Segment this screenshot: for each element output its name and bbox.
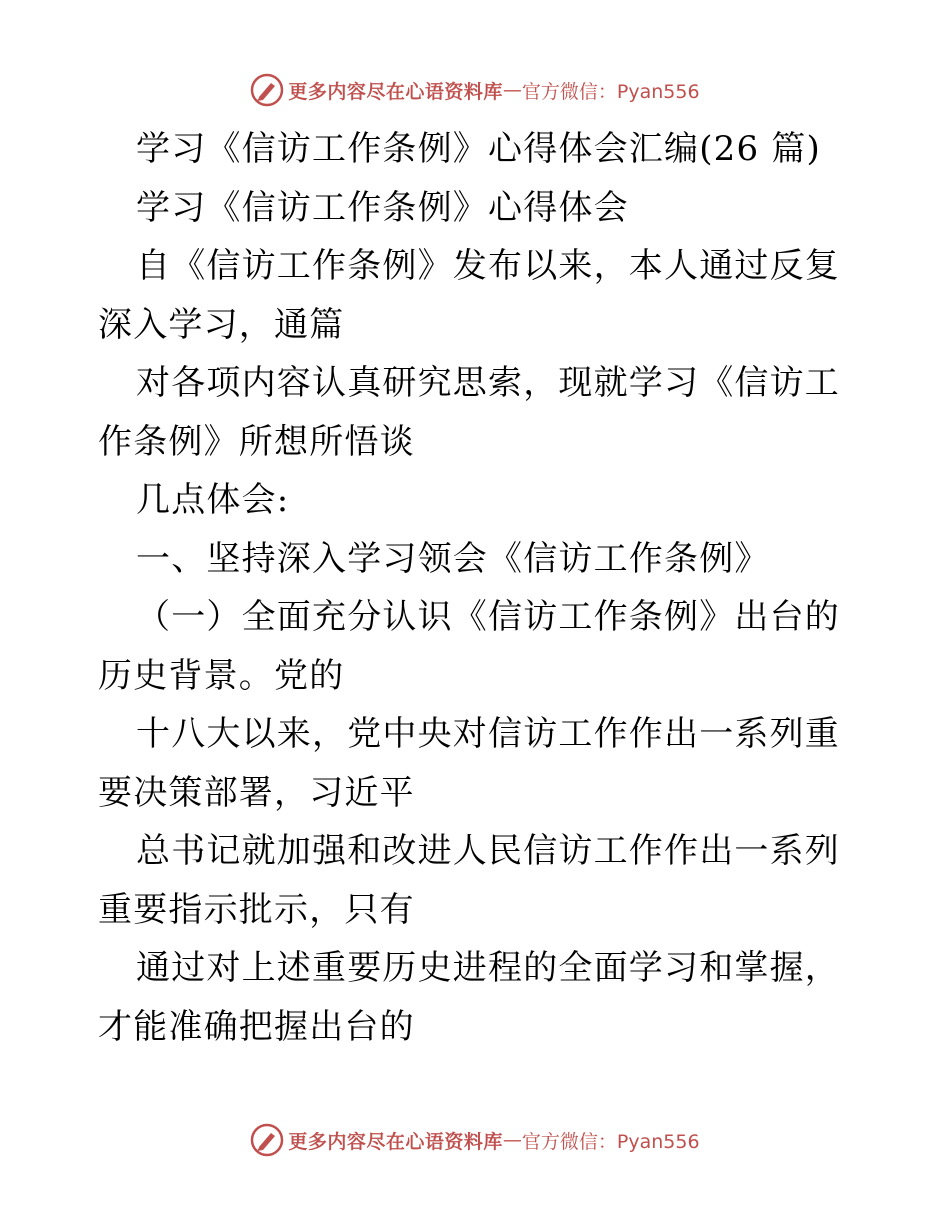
header-brand: 更多内容尽在心语资料库 bbox=[288, 80, 503, 103]
pen-logo-icon bbox=[250, 73, 284, 107]
heading-one: 一、坚持深入学习领会《信访工作条例》 bbox=[136, 538, 770, 579]
header-wechat: 官方微信：Pyan556 bbox=[521, 80, 700, 103]
footer-banner bbox=[0, 1120, 950, 1160]
pen-logo-icon bbox=[250, 1123, 284, 1157]
footer-brand: 更多内容尽在心语资料库 bbox=[288, 1130, 503, 1153]
header-separator: — bbox=[502, 79, 522, 101]
paragraph: 对各项内容认真研究思索，现就学习《信访工作条例》所想所悟谈 bbox=[98, 363, 840, 462]
footer-wechat: 官方微信：Pyan556 bbox=[521, 1130, 700, 1153]
paragraph: 通过对上述重要历史进程的全面学习和掌握，才能准确把握出台的 bbox=[98, 948, 840, 1047]
paragraph: （一）全面充分认识《信访工作条例》出台的历史背景。党的 bbox=[98, 597, 840, 696]
paragraph: 自《信访工作条例》发布以来，本人通过反复深入学习，通篇 bbox=[98, 246, 840, 345]
section-title: 学习《信访工作条例》心得体会 bbox=[136, 187, 629, 228]
document-body bbox=[98, 120, 854, 1056]
document-title: 学习《信访工作条例》心得体会汇编(26 篇) bbox=[136, 129, 821, 169]
paragraph: 十八大以来，党中央对信访工作作出一系列重要决策部署，习近平 bbox=[98, 714, 840, 813]
paragraph: 几点体会: bbox=[136, 480, 290, 520]
paragraph: 总书记就加强和改进人民信访工作作出一系列重要指示批示，只有 bbox=[98, 831, 840, 930]
footer-separator: — bbox=[502, 1129, 522, 1151]
header-banner bbox=[0, 70, 950, 110]
